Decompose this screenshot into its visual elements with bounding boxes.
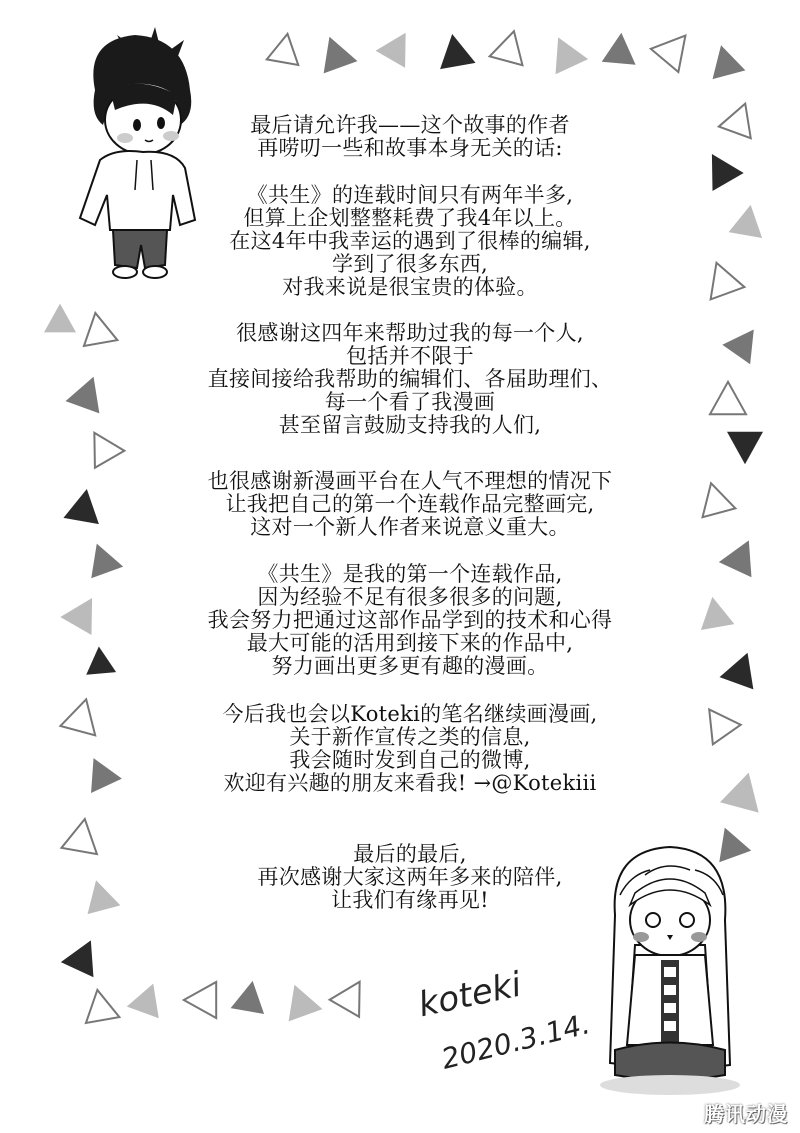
triangle-shape xyxy=(705,41,746,79)
triangle-shape xyxy=(313,31,358,74)
letter-line: 再唠叨一些和故事本身无关的话: xyxy=(257,136,563,160)
triangle-shape xyxy=(61,816,102,854)
letter-line: 努力画出更多更有趣的漫画。 xyxy=(271,654,549,678)
letter-line: 每一个看了我漫画 xyxy=(324,390,496,414)
triangle-shape xyxy=(278,979,323,1022)
triangle-shape xyxy=(719,533,765,578)
letter-line: 最大可能的活用到接下来的作品中, xyxy=(246,631,574,655)
letter-paragraph-6 xyxy=(190,703,630,795)
letter-paragraph-5 xyxy=(190,563,630,678)
letter-line: 我会努力把通过这部作品学到的技术和心得 xyxy=(207,608,613,632)
triangle-shape xyxy=(79,310,118,346)
triangle-shape xyxy=(727,432,763,464)
letter-paragraph-4 xyxy=(190,470,630,539)
triangle-shape xyxy=(696,145,743,191)
signature-name: koteki xyxy=(414,964,525,1026)
letter-line: 让我们有缘再见! xyxy=(331,888,489,912)
triangle-shape xyxy=(81,538,123,578)
letter-line: 《共生》是我的第一个连载作品, xyxy=(257,562,563,586)
triangle-shape xyxy=(84,645,116,675)
triangle-shape xyxy=(602,31,639,64)
triangle-shape xyxy=(695,700,740,745)
triangle-shape xyxy=(722,320,767,365)
signature-date: 2020.3.14. xyxy=(438,1007,594,1076)
letter-line: 很感谢这四年来帮助过我的每一个人, xyxy=(236,321,584,345)
letter-line: 但算上企划整整耗费了我4年以上。 xyxy=(243,206,577,230)
triangle-shape xyxy=(696,594,735,630)
triangle-shape xyxy=(44,304,76,333)
letter-line: 直接间接给我帮助的编辑们、各届助理们、 xyxy=(207,367,613,391)
triangle-shape xyxy=(66,371,111,414)
letter-line: 再次感谢大家这两年多来的陪伴, xyxy=(257,865,563,889)
triangle-shape xyxy=(700,257,745,300)
watermark-logo: 腾讯动漫 xyxy=(704,1102,788,1126)
triangle-shape xyxy=(434,31,475,69)
letter-paragraph-7 xyxy=(190,843,630,912)
letter-line: 甚至留言鼓励支持我的人们, xyxy=(278,413,542,437)
letter-line: 让我把自己的第一个连载作品完整画完, xyxy=(225,492,595,516)
triangle-shape xyxy=(184,982,216,1018)
letter-line: 这对一个新人作者来说意义重大。 xyxy=(250,515,570,539)
letter-line: 也很感谢新漫画平台在人气不理想的情况下 xyxy=(207,469,613,493)
letter-line: 今后我也会以Koteki的笔名继续画漫画, xyxy=(222,702,598,726)
triangle-shape xyxy=(80,876,121,914)
triangle-shape xyxy=(376,24,421,68)
triangle-shape xyxy=(719,98,761,138)
triangle-shape xyxy=(542,30,588,75)
letter-paragraph-1 xyxy=(190,114,630,160)
letter-line: 《共生》的连载时间只有两年半多, xyxy=(246,183,574,207)
triangle-shape xyxy=(127,978,169,1018)
triangle-shape xyxy=(651,24,699,72)
triangle-shape xyxy=(720,647,765,690)
triangle-shape xyxy=(60,589,107,635)
triangle-shape xyxy=(490,27,531,65)
triangle-shape xyxy=(80,424,125,468)
letter-line: 我会随时发到自己的微博, xyxy=(289,748,531,772)
letter-paragraph-3 xyxy=(190,322,630,437)
letter-line: 因为经验不足有很多很多的问题, xyxy=(257,585,563,609)
triangle-shape xyxy=(695,479,736,517)
triangle-shape xyxy=(729,202,768,238)
triangle-shape xyxy=(63,486,104,524)
letter-line: 在这4年中我幸运的遇到了很棒的编辑, xyxy=(229,229,591,253)
triangle-shape xyxy=(267,31,304,65)
triangle-shape xyxy=(61,933,107,978)
letter-line: 最后请允许我——这个故事的作者 xyxy=(250,113,570,137)
triangle-shape xyxy=(330,973,375,1017)
triangle-shape xyxy=(720,767,768,812)
letter-line: 最后的最后, xyxy=(353,842,467,866)
triangle-shape xyxy=(60,695,103,736)
letter-line: 欢迎有兴趣的朋友来看我! →@Kotekiii xyxy=(223,771,597,795)
letter-line: 关于新作宣传之类的信息, xyxy=(289,725,531,749)
letter-line: 学到了很多东西, xyxy=(331,252,489,276)
letter-line: 包括并不限于 xyxy=(346,344,474,368)
letter-line: 对我来说是很宝贵的体验。 xyxy=(282,275,538,299)
triangle-shape xyxy=(81,987,120,1023)
triangle-shape xyxy=(710,382,746,414)
triangle-shape xyxy=(231,978,270,1014)
letter-paragraph-2 xyxy=(190,184,630,299)
triangle-shape xyxy=(78,751,122,793)
